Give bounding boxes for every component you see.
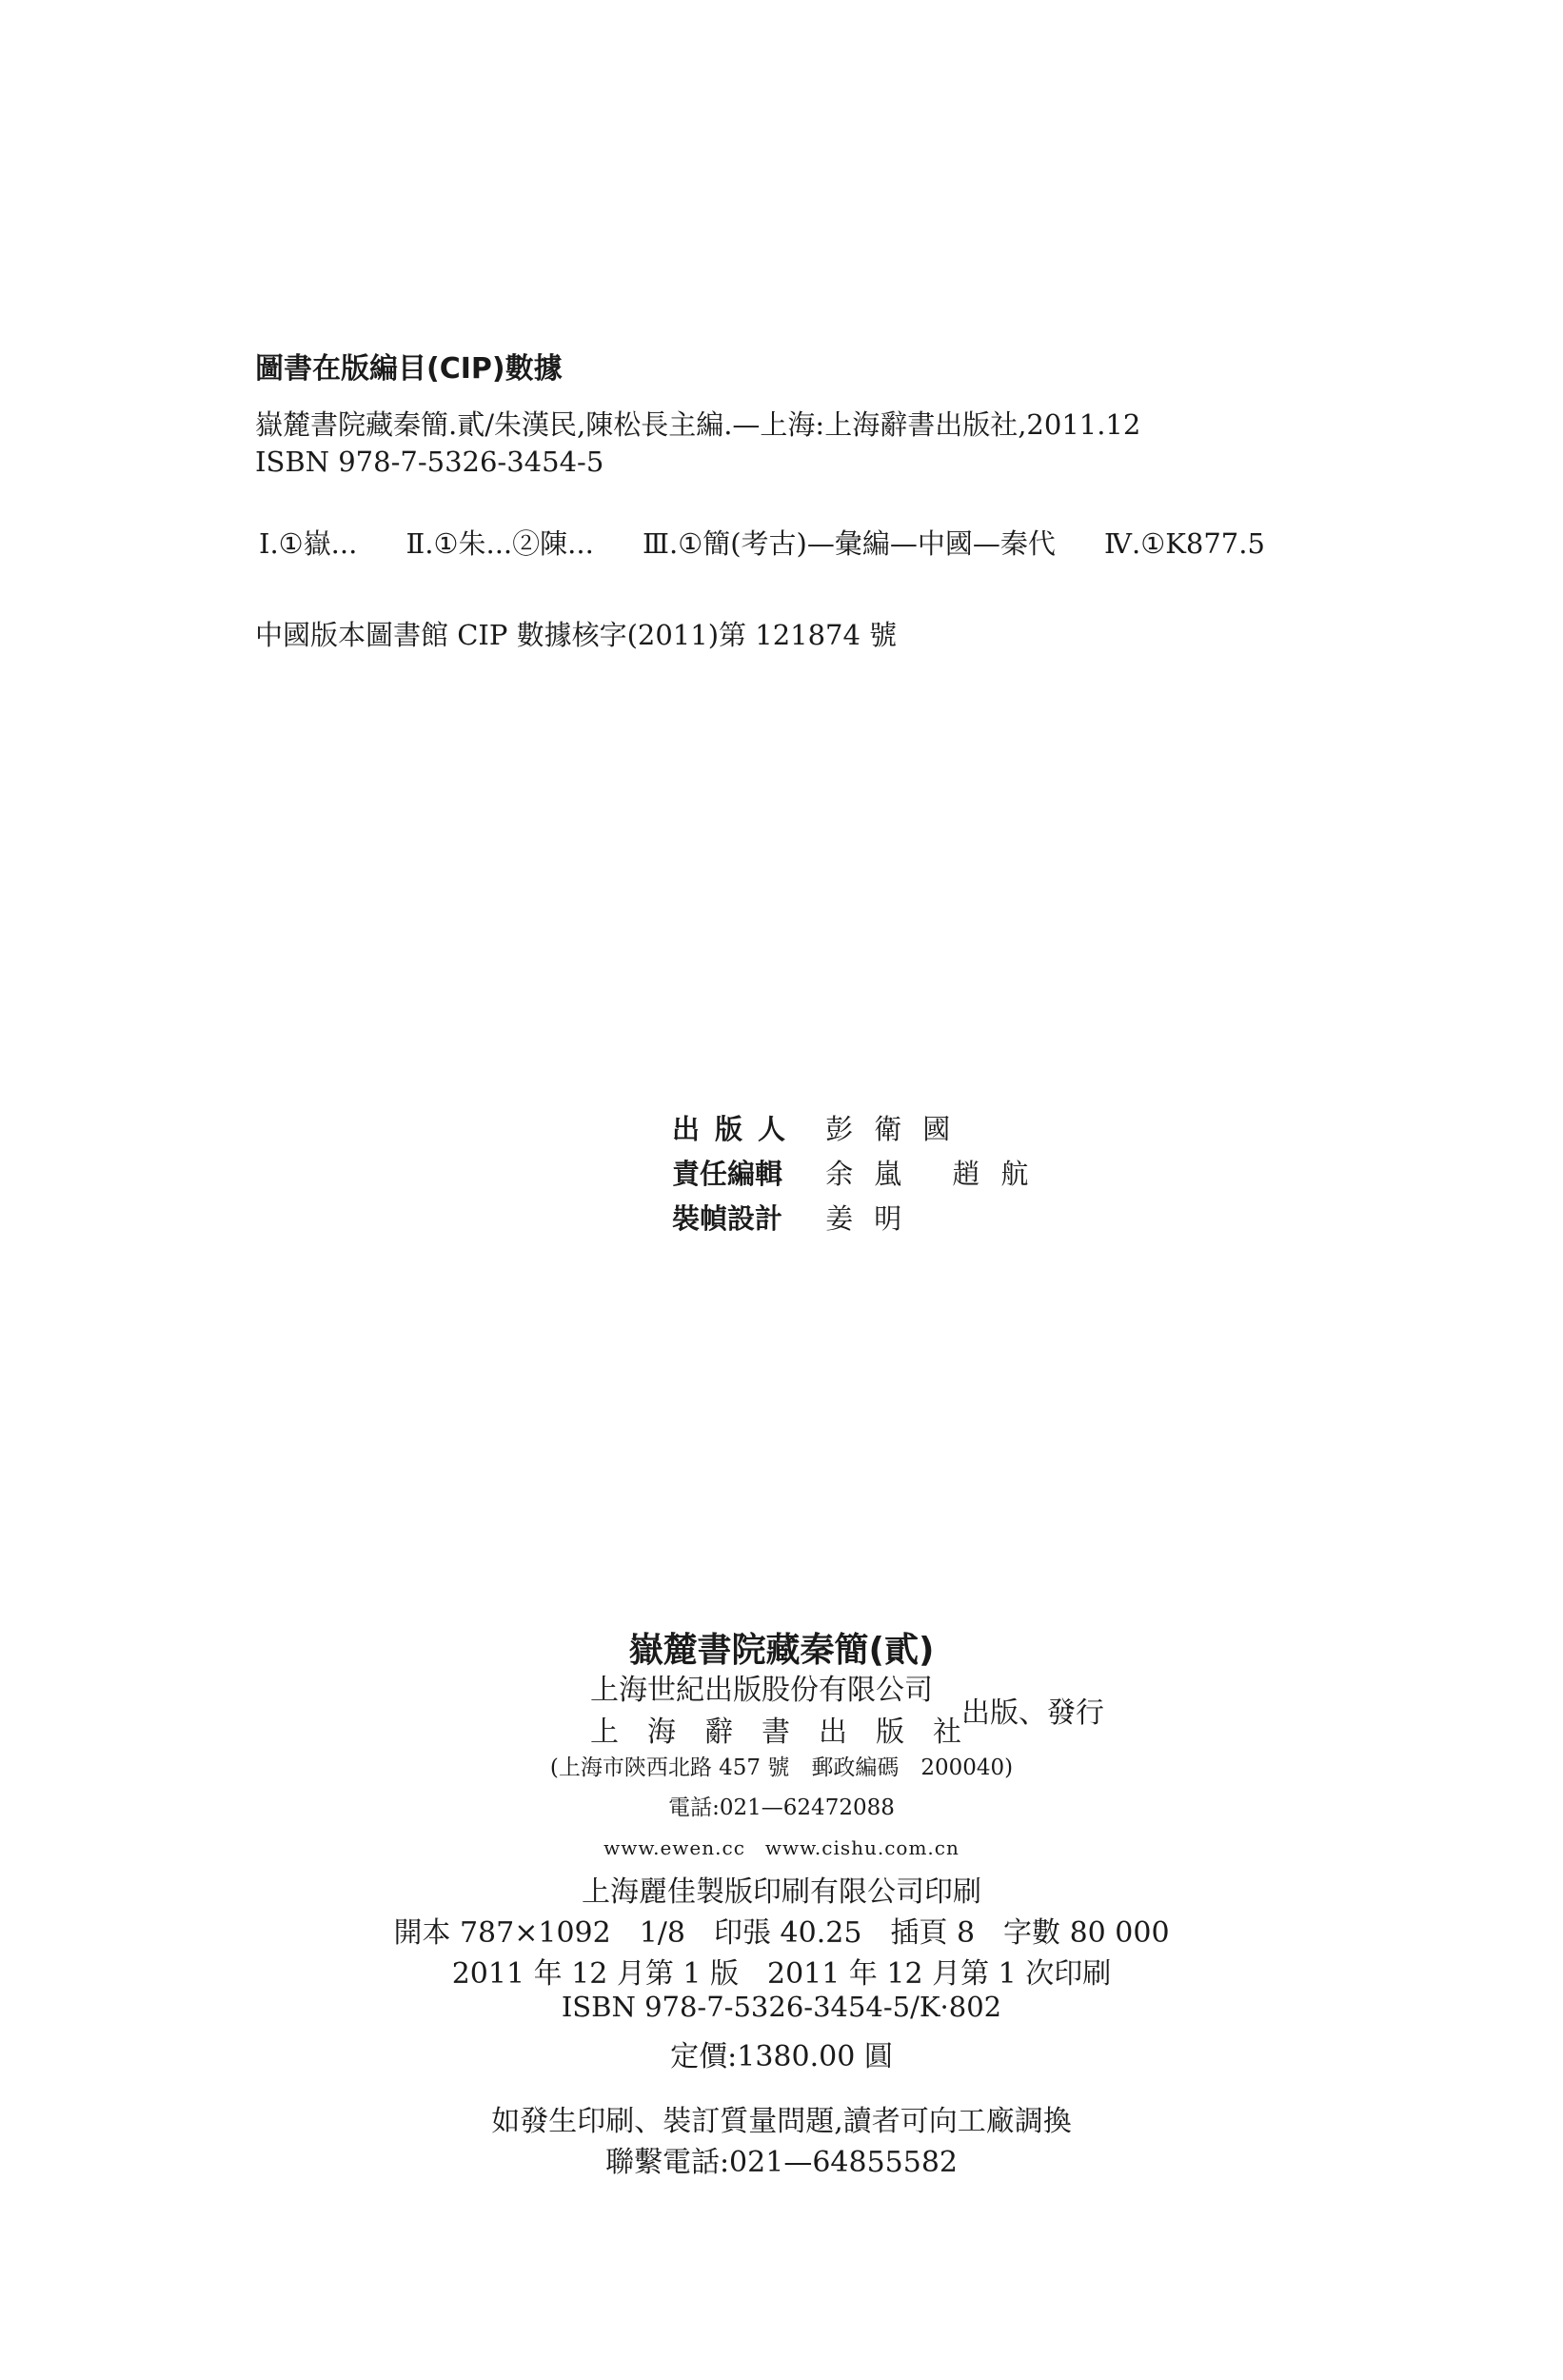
publisher-name-2: 上海辭書出版社 [590, 1716, 990, 1749]
price-line: 定價:1380.00 圓 [670, 2040, 893, 2073]
format-specs: 開本 787×1092 1/8 印張 40.25 插頁 8 字數 80 000 [393, 1916, 1170, 1950]
staff-role: 裝幀設計 [672, 1202, 783, 1235]
printer-line: 上海麗佳製版印刷有限公司印刷 [582, 1875, 981, 1909]
cip-classification [259, 523, 1305, 562]
quality-notice: 如發生印刷、裝訂質量問題,讀者可向工廠調換 [491, 2105, 1072, 2138]
staff-names: 彭衛國 [825, 1113, 972, 1145]
publisher-address: (上海市陝西北路 457 號 郵政編碼 200040) [549, 1755, 1014, 1780]
publisher-role: 出版、發行 [961, 1696, 1104, 1730]
classification-item: Ⅳ.①K877.5 [1104, 527, 1265, 560]
classification-item: Ⅰ.①嶽... [259, 527, 358, 560]
staff-designer [672, 1198, 922, 1237]
publisher-name-1: 上海世紀出版股份有限公司 [590, 1674, 933, 1707]
classification-item: Ⅱ.①朱...②陳... [406, 527, 594, 560]
classification-item: Ⅲ.①簡(考古)—彙編—中國—秦代 [643, 527, 1056, 560]
colophon-isbn: ISBN 978-7-5326-3454-5/K·802 [561, 1991, 1002, 2023]
staff-names: 姜明 [825, 1202, 923, 1235]
edition-line: 2011 年 12 月第 1 版 2011 年 12 月第 1 次印刷 [451, 1957, 1112, 1991]
staff-editor [672, 1153, 1049, 1192]
cip-heading: 圖書在版編目(CIP)數據 [255, 352, 563, 386]
staff-role: 出版人 [672, 1113, 801, 1145]
colophon-title: 嶽麓書院藏秦簡(貳) [628, 1631, 935, 1670]
staff-names: 余嵐 趙航 [825, 1158, 1050, 1190]
staff-publisher [672, 1108, 971, 1147]
cip-record-line: 中國版本圖書館 CIP 數據核字(2011)第 121874 號 [255, 619, 898, 651]
publisher-block [590, 1670, 1123, 1755]
publisher-telephone: 電話:021—62472088 [668, 1795, 895, 1820]
cip-isbn-line: ISBN 978-7-5326-3454-5 [255, 446, 604, 478]
staff-role: 責任編輯 [672, 1158, 783, 1190]
cip-title-line: 嶽麓書院藏秦簡.貳/朱漢民,陳松長主編.—上海:上海辭書出版社,2011.12 [255, 408, 1141, 441]
contact-telephone: 聯繫電話:021—64855582 [604, 2146, 959, 2179]
publisher-websites: www.ewen.cc www.cishu.com.cn [603, 1836, 960, 1859]
